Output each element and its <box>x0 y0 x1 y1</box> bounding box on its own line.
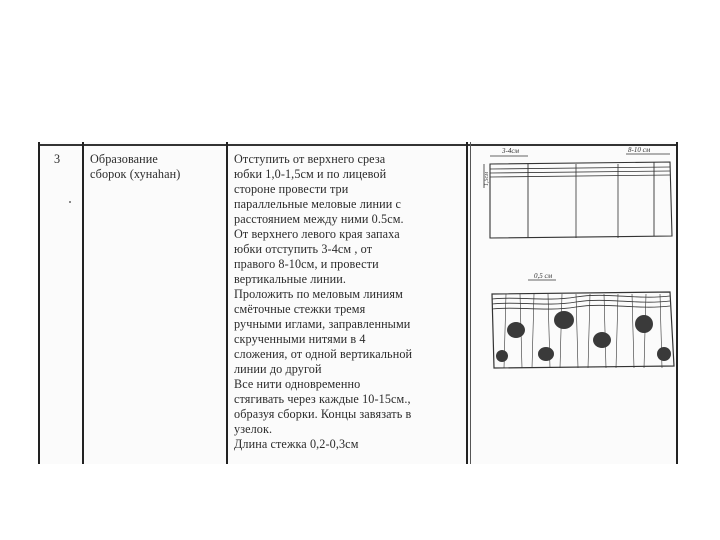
desc-line: расстоянием между ними 0.5см. <box>234 212 404 226</box>
operation-name <box>90 152 220 182</box>
desc-line: От верхнего левого края запаха <box>234 227 400 241</box>
desc-line: вертикальные линии. <box>234 272 347 286</box>
scan-speck <box>69 201 71 203</box>
desc-line: узелок. <box>234 422 273 436</box>
desc-line: Отступить от верхнего среза <box>234 152 386 166</box>
column-divider-3b <box>470 142 471 464</box>
column-divider-2 <box>226 142 228 464</box>
label-right-offset: 8-10 см <box>628 146 651 154</box>
operation-name-line1: Образование <box>90 152 158 166</box>
desc-line: правого 8-10см, и провести <box>234 257 379 271</box>
operation-description <box>234 152 466 452</box>
marked-panel-drawing <box>484 154 672 238</box>
column-divider-1 <box>82 142 84 464</box>
label-left-offset: 3-4см <box>502 147 519 155</box>
desc-line: смёточные стежки тремя <box>234 302 366 316</box>
operation-name-line2: сборок (хунаhан) <box>90 167 181 181</box>
label-top-offset: 1,5см <box>484 172 490 186</box>
desc-line: сложения, от одной вертикальной <box>234 347 413 361</box>
column-divider-3 <box>466 142 468 464</box>
desc-line: скрученными нитями в 4 <box>234 332 366 346</box>
gathering-diagram <box>476 144 676 384</box>
desc-line: стороне провести три <box>234 182 349 196</box>
desc-line: образуя сборки. Концы завязать в <box>234 407 412 421</box>
scanned-table <box>38 142 678 464</box>
desc-line: параллельные меловые линии с <box>234 197 402 211</box>
label-line-spacing: 0,5 см <box>534 272 553 280</box>
desc-line: ручными иглами, заправленными <box>234 317 411 331</box>
desc-line: Длина стежка 0,2-0,3см <box>234 437 359 451</box>
desc-line: стягивать через каждые 10-15см., <box>234 392 411 406</box>
table-border-left <box>38 142 40 464</box>
table-border-right <box>676 142 678 464</box>
desc-line: Проложить по меловым линиям <box>234 287 403 301</box>
desc-line: линии до другой <box>234 362 322 376</box>
desc-line: Все нити одновременно <box>234 377 361 391</box>
desc-line: юбки отступить 3-4см , от <box>234 242 373 256</box>
row-number: 3 <box>54 152 61 166</box>
desc-line: юбки 1,0-1,5см и по лицевой <box>234 167 387 181</box>
